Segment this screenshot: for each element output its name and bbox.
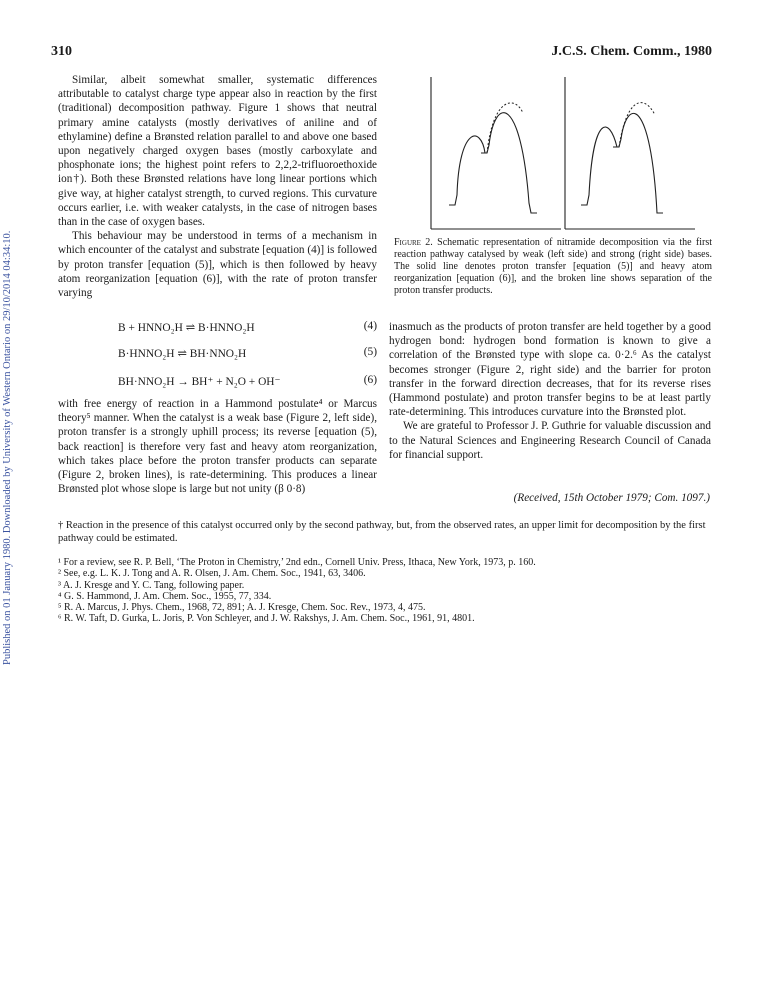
caption-text: Schematic representation of nitramide decomposition via the first reaction pathway catalysed by weak (left side) and strong (right side) bases. The solid line denotes proton transfer [equation (5)] and heavy atom reorganization [equation (6)], and the broken line shows separation of the proton transfer products. [394,237,713,296]
reference-item: ⁵ R. A. Marcus, J. Phys. Chem., 1968, 72, 891; A. J. Kresge, Chem. Soc. Rev., 1973, 4, 475. [58,602,426,614]
equation-5 [58,346,377,364]
left-column-bottom [58,397,377,496]
caption-label: Figure 2. [394,237,433,248]
paragraph: Similar, albeit somewhat smaller, systematic differences attributable to catalyst charge type appear also in reaction by the first (traditional) decomposition pathway. Figure 1 shows that neutral primary amine catalysts (mostly derivatives of aniline and of ethylamine) define a Brønsted relation parallel to and above one based upon negatively charged oxygen bases (mostly carboxylate and phosphonate ions; the highest point refers to 2,2,2-trifluoroethoxide ion†). Both these Brønsted relations have long linear portions which give way, at higher catalyst strength, to curved regions. This curvature occurs earlier, i.e. with weaker catalysts, in the case of nitrogen bases than in the case of oxygen bases. [58,74,377,229]
equation-6 [58,374,377,392]
equations-block [58,320,377,392]
paragraph: This behaviour may be understood in terms of a mechanism in which encounter of the catalyst and substrate [equation (4)] is followed by proton transfer [equation (5)], which is then followed by heavy atom reorganization [equation (6)], with the rate of proton transfer varying [58,230,377,300]
figure-2-diagram [429,75,699,233]
equation-number: (4) [363,320,377,332]
paragraph: with free energy of reaction in a Hammond postulate⁴ or Marcus theory⁵ manner. When the catalyst is a weak base (Figure 2, left side), proton transfer is a strongly uphill process; its reverse [equation (5), back reaction] is therefore very fast and heavy atom reorganization, which takes place before the proton transfer products can separate (Figure 2, broken lines), is rate-determining. This produces a linear Brønsted plot whose slope is large but not unity (β 0·8) [58,398,377,496]
equation-text: B·HNNO₂H ⇌ BH·NNO₂H [118,348,247,360]
received-date: (Received, 15th October 1979; Com. 1097.) [513,492,710,504]
footnote-dagger: † Reaction in the presence of this catalyst occurred only by the second pathway, but, from the observed rates, an upper limit for decomposition by the first pathway could be estimated. [58,520,706,544]
references-list [58,557,710,625]
paragraph: We are grateful to Professor J. P. Guthrie for valuable discussion and to the Natural Sciences and Engineering Research Council of Canada for financial support. [389,420,711,461]
side-note-text[interactable]: Published on 01 January 1980. Downloaded by University of Western Ontario on 29/10/2014 04:34:10. [2,230,13,665]
equation-4 [58,320,377,338]
equation-text: BH·NNO₂H → BH⁺ + N₂O + OH⁻ [118,376,281,388]
left-column-top [58,73,377,300]
reference-item: ¹ For a review, see R. P. Bell, ‘The Proton in Chemistry,’ 2nd edn., Cornell Univ. Press, Ithaca, New York, 1973, p. 160. [58,557,536,568]
reference-item: ² See, e.g. L. K. J. Tong and A. R. Olsen, J. Am. Chem. Soc., 1941, 63, 3406. [58,568,366,580]
reference-item: ⁴ G. S. Hammond, J. Am. Chem. Soc., 1955, 77, 334. [58,590,272,602]
equation-number: (5) [363,346,377,358]
reference-item: ³ A. J. Kresge and Y. C. Tang, following paper. [58,579,245,591]
paragraph: inasmuch as the products of proton transfer are held together by a good hydrogen bond: hydrogen bond formation is known to give a correlation of the Brønsted type with slope ca. 0·2.⁶ As the catalyst becomes stronger (Figure 2, right side) and the barrier for proton transfer in the forward direction decreases, that for its reverse rises (Hammond postulate) and proton transfer begins to be at least partly rate-determining. This introduces curvature into the Brønsted plot. [389,321,711,419]
reference-item: ⁶ R. W. Taft, D. Gurka, L. Joris, P. Von Schleyer, and J. W. Rakshys, J. Am. Chem. Soc., 1961, 91, 4801. [58,613,475,625]
figure-caption [394,237,712,297]
page-number: 310 [51,44,72,59]
right-column [389,320,711,462]
journal-header: J.C.S. Chem. Comm., 1980 [551,44,712,59]
equation-number: (6) [363,374,377,386]
equation-text: B + HNNO₂H ⇌ B·HNNO₂H [118,322,255,334]
